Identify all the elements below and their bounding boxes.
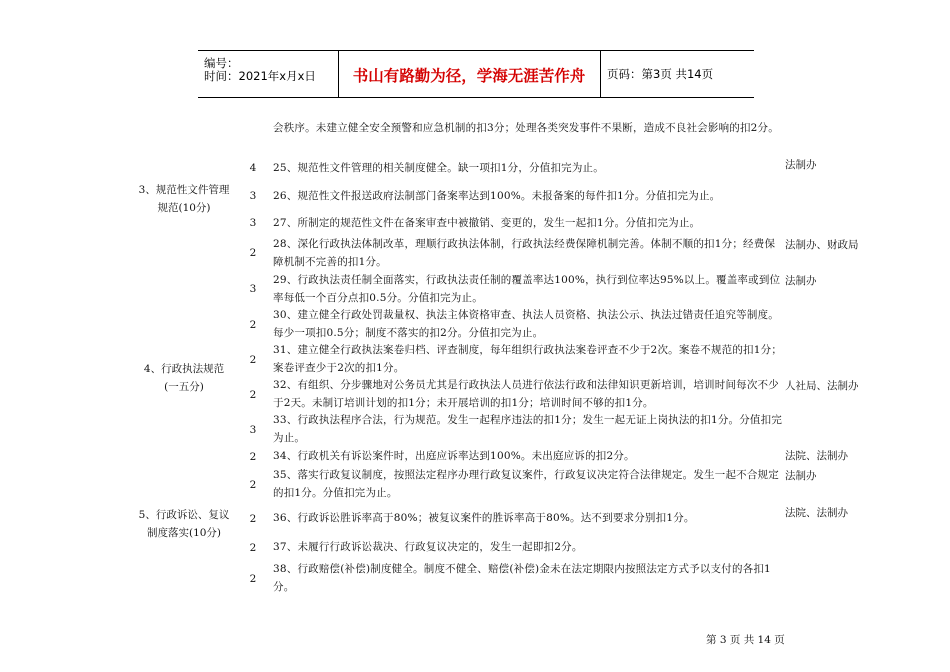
category-4-line1: 4、行政执法规范: [143, 363, 225, 375]
item-26-text: 26、规范性文件报送政府法制部门备案率达到100%。未报备案的每件扣1分。分值扣完为止。: [273, 190, 721, 202]
category-5: [120, 506, 248, 542]
category-4: [120, 360, 248, 396]
item-27-score: 3: [249, 217, 257, 229]
page-footer: 第 3 页 共 14 页: [706, 634, 785, 646]
category-5-line1: 5、行政诉讼、复议: [138, 509, 230, 521]
item-25-dept: 法制办: [785, 159, 817, 171]
item-32-dept: 人社局、法制办: [785, 380, 859, 392]
number-label: 编号：: [204, 56, 239, 70]
item-32-text: 32、有组织、分步骤地对公务员尤其是行政执法人员进行依法行政和法律知识更新培训，培训时间每次不少于2天。未制订培训计划的扣1分；未开展培训的扣1分；培训时间不够的扣1分。: [273, 379, 779, 409]
time-label: 时间：2021年x月x日: [204, 69, 316, 83]
header-page-cell: [601, 51, 754, 97]
item-25-text: 25、规范性文件管理的相关制度健全。缺一项扣1分，分值扣完为止。: [273, 162, 604, 174]
item-28-dept: 法制办、财政局: [785, 239, 859, 251]
category-3: [120, 181, 248, 217]
item-27-text: 27、所制定的规范性文件在备案审查中被撤销、变更的，发生一起扣1分。分值扣完为止。: [273, 217, 701, 229]
header-meta-cell: [198, 51, 339, 97]
item-35-text: 35、落实行政复议制度，按照法定程序办理行政复议案件，行政复议决定符合法律规定。发生一起不合规定的扣1分。分值扣完为止。: [273, 469, 779, 499]
item-38-score: 2: [249, 573, 257, 585]
motto-text: 书山有路勤为径，学海无涯苦作舟: [352, 67, 586, 85]
item-35-score: 2: [249, 479, 257, 491]
item-34-dept: 法院、法制办: [785, 450, 848, 462]
item-28-score: 2: [249, 247, 257, 259]
item-34-text: 34、行政机关有诉讼案件时，出庭应诉率达到100%。未出庭应诉的扣2分。: [273, 450, 635, 462]
header-motto-cell: [338, 51, 601, 97]
document-header: [198, 50, 754, 98]
category-3-line1: 3、规范性文件管理: [138, 184, 230, 196]
item-26-score: 3: [249, 190, 257, 202]
item-37-score: 2: [249, 542, 257, 554]
item-text-continued: 会秩序。未建立健全安全预警和应急机制的扣3分；处理各类突发事件不果断，造成不良社会影响的扣2分。: [273, 122, 779, 134]
item-34-score: 2: [249, 451, 257, 463]
item-36-dept: 法院、法制办: [785, 507, 848, 519]
item-35-dept: 法制办: [785, 470, 817, 482]
category-4-line2: (一五分): [164, 381, 204, 393]
item-29-text: 29、行政执法责任制全面落实，行政执法责任制的覆盖率达100%，执行到位率达95%以上。覆盖率或到位率每低一个百分点扣0.5分。分值扣完为止。: [273, 274, 781, 304]
item-30-score: 2: [249, 319, 257, 331]
item-36-score: 2: [249, 513, 257, 525]
item-36-text: 36、行政诉讼胜诉率高于80%；被复议案件的胜诉率高于80%。达不到要求分别扣1分。: [273, 512, 695, 524]
item-29-score: 3: [249, 283, 257, 295]
item-25-score: 4: [249, 162, 257, 174]
item-29-dept: 法制办: [785, 275, 817, 287]
item-32-score: 2: [249, 389, 257, 401]
item-33-text: 33、行政执法程序合法，行为规范。发生一起程序违法的扣1分；发生一起无证上岗执法的扣1分。分值扣完为止。: [273, 414, 783, 444]
item-37-text: 37、未履行行政诉讼裁决、行政复议决定的，发生一起即扣2分。: [273, 541, 583, 553]
item-38-text: 38、行政赔偿(补偿)制度健全。制度不健全、赔偿(补偿)金未在法定期限内按照法定方式予以支付的各扣1分。: [273, 563, 771, 593]
item-31-text: 31、建立健全行政执法案卷归档、评查制度，每年组织行政执法案卷评查不少于2次。案卷不规范的扣1分；案卷评查少于2次的扣1分。: [273, 344, 783, 374]
item-30-text: 30、建立健全行政处罚裁量权、执法主体资格审查、执法人员资格、执法公示、执法过错责任追究等制度。每少一项扣0.5分；制度不落实的扣2分。分值扣完为止。: [273, 309, 779, 339]
category-3-line2: 规范(10分): [157, 202, 211, 214]
page-number-label: 页码：第3页 共14页: [607, 67, 714, 81]
category-5-line2: 制度落实(10分): [146, 527, 222, 539]
item-28-text: 28、深化行政执法体制改革，理顺行政执法体制，行政执法经费保障机制完善。体制不顺的扣1分；经费保障机制不完善的扣1分。: [273, 238, 776, 268]
item-31-score: 2: [249, 354, 257, 366]
item-33-score: 3: [249, 424, 257, 436]
